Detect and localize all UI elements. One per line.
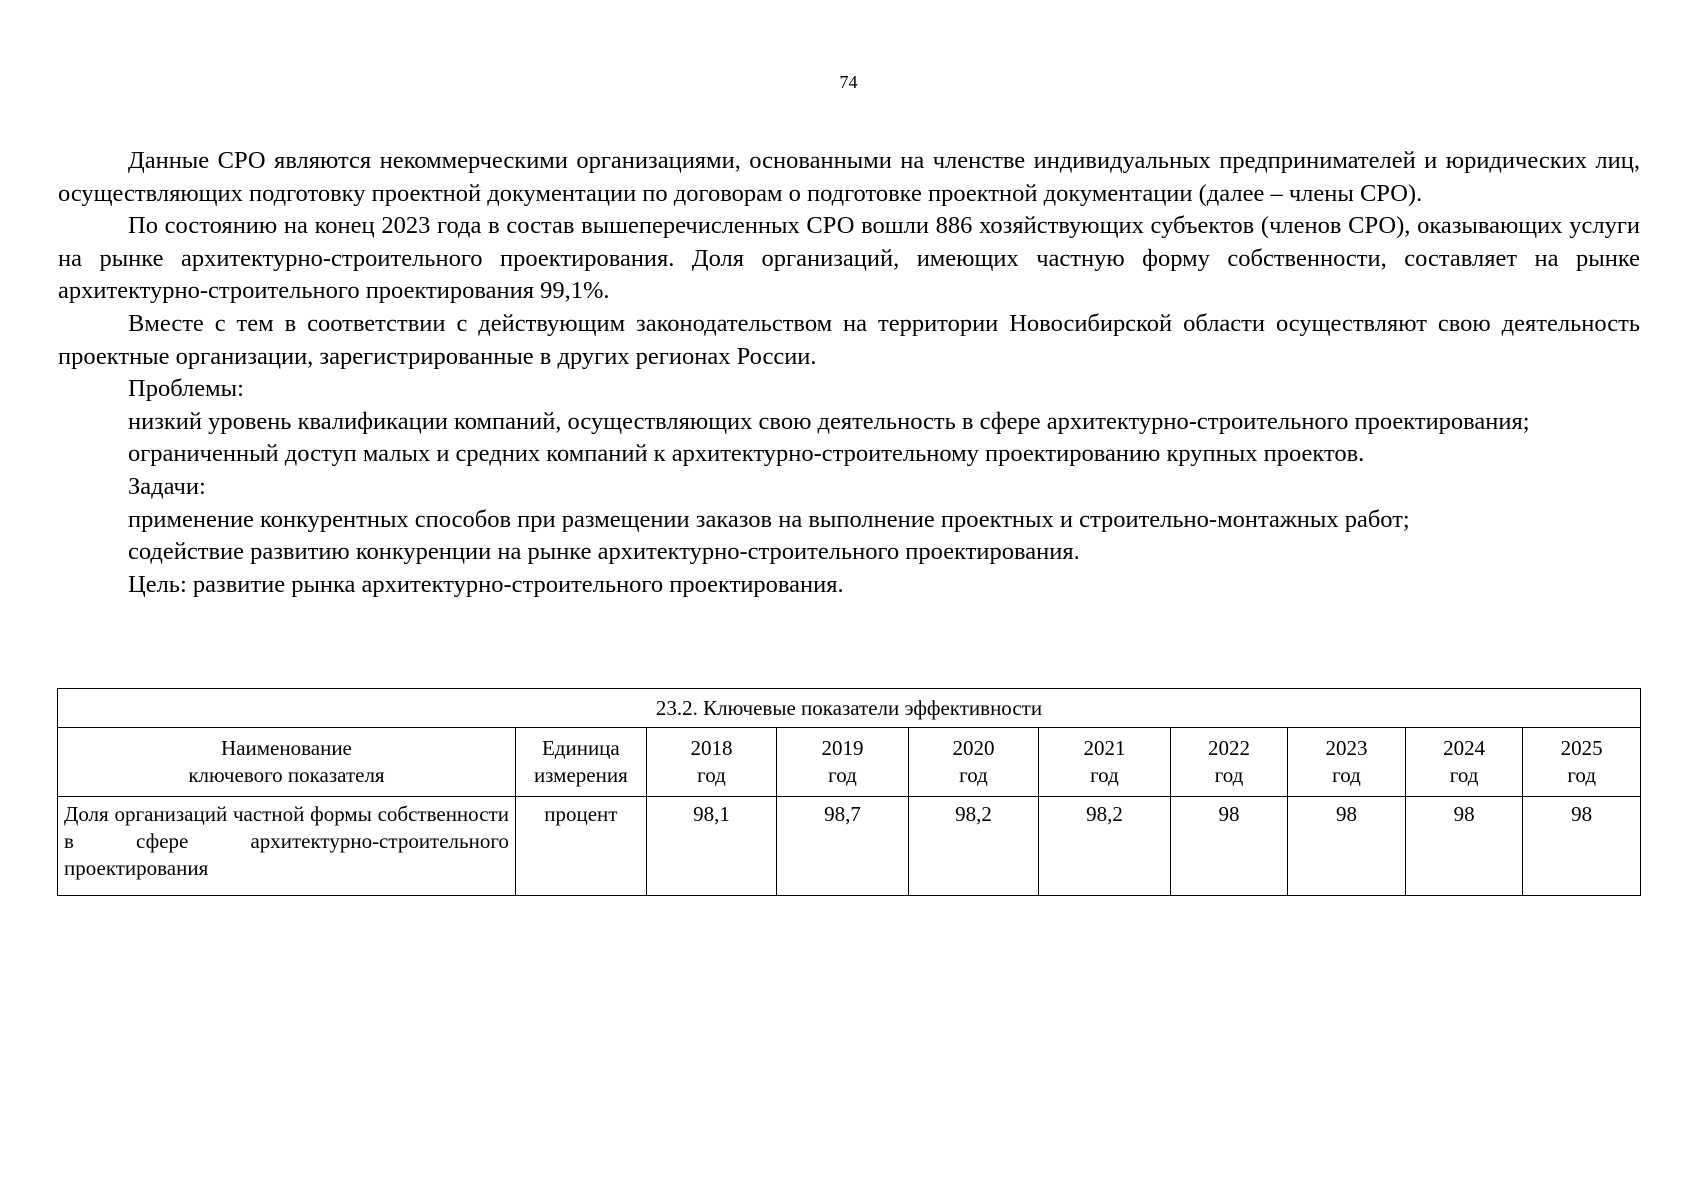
indicator-name-cell: Доля организаций частной формы собственности в сфере архитектурно-строительного проектирования [58,797,516,896]
task-item-competitive-methods: применение конкурентных способов при размещении заказов на выполнение проектных и строительно-монтажных работ; [128,505,1410,533]
header-indicator-name-line1: Наименование [221,736,352,760]
value-cell-2022: 98 [1170,797,1288,896]
header-unit-line2: измерения [533,763,628,787]
header-year-2021 [1039,728,1170,797]
header-year-2023 [1288,728,1406,797]
value-cell-2025: 98 [1523,797,1641,896]
header-year-suffix: год [828,763,857,787]
header-year-2019 [777,728,908,797]
paragraph-sro-count: По состоянию на конец 2023 года в состав вышеперечисленных СРО вошли 886 хозяйствующих субъектов (членов СРО), оказывающих услуги на рынке архитектурно-строительного проектирования. Доля организаций, имеющих частную форму собственности, составляет на рынке архитектурно-строительного проектирования 99,1%. [58,212,1640,305]
header-year-2018 [646,728,776,797]
table-row [58,797,1641,896]
page-number: 74 [839,72,858,92]
header-year-suffix: год [1090,763,1119,787]
value-cell-2020: 98,2 [908,797,1038,896]
header-year-suffix: год [1567,763,1597,787]
header-indicator-name [58,728,516,797]
kpi-table [57,688,1641,896]
header-year-label: 2025 [1560,736,1603,760]
header-year-2020 [908,728,1038,797]
header-year-label: 2024 [1443,736,1486,760]
tasks-heading: Задачи: [128,472,206,500]
body-text [58,145,1640,601]
value-cell-2018: 98,1 [646,797,776,896]
goal-paragraph: Цель: развитие рынка архитектурно-строительного проектирования. [128,570,844,598]
value-cell-2021: 98,2 [1039,797,1170,896]
value-cell-2023: 98 [1288,797,1406,896]
task-item-competition: содействие развитию конкуренции на рынке архитектурно-строительного проектирования. [128,538,1080,566]
problem-item-access: ограниченный доступ малых и средних компаний к архитектурно-строительному проектированию крупных проектов. [128,440,1365,468]
header-unit [515,728,646,797]
header-indicator-name-line2: ключевого показателя [188,763,385,787]
paragraph-other-regions: Вместе с тем в соответствии с действующим законодательством на территории Новосибирской области осуществляют свою деятельность проектные организации, зарегистрированные в других регионах России. [58,309,1640,370]
header-year-label: 2018 [690,736,733,760]
value-cell-2019: 98,7 [777,797,908,896]
problem-item-qualification: низкий уровень квалификации компаний, осуществляющих свою деятельность в сфере архитектурно-строительного проектирования; [128,407,1530,435]
header-year-label: 2021 [1083,736,1126,760]
header-year-label: 2019 [821,736,864,760]
unit-cell: процент [515,797,646,896]
header-year-2022 [1170,728,1288,797]
header-year-suffix: год [959,763,988,787]
header-year-suffix: год [1214,763,1244,787]
header-year-label: 2020 [952,736,995,760]
header-year-suffix: год [1332,763,1361,787]
paragraph-sro-members: Данные СРО являются некоммерческими организациями, основанными на членстве индивидуальных предпринимателей и юридических лиц, осуществляющих подготовку проектной документации по договорам о подготовке проектной документации (далее – члены СРО). [58,147,1640,207]
header-unit-line1: Единица [541,736,620,760]
header-year-suffix: год [697,763,726,787]
value-cell-2024: 98 [1405,797,1523,896]
table-caption: 23.2. Ключевые показатели эффективности [58,689,1641,728]
header-year-2025 [1523,728,1641,797]
header-year-label: 2022 [1207,736,1250,760]
header-year-label: 2023 [1325,736,1368,760]
header-year-2024 [1405,728,1523,797]
problems-heading: Проблемы: [128,375,244,403]
table-header-row [58,728,1641,797]
header-year-suffix: год [1449,763,1479,787]
